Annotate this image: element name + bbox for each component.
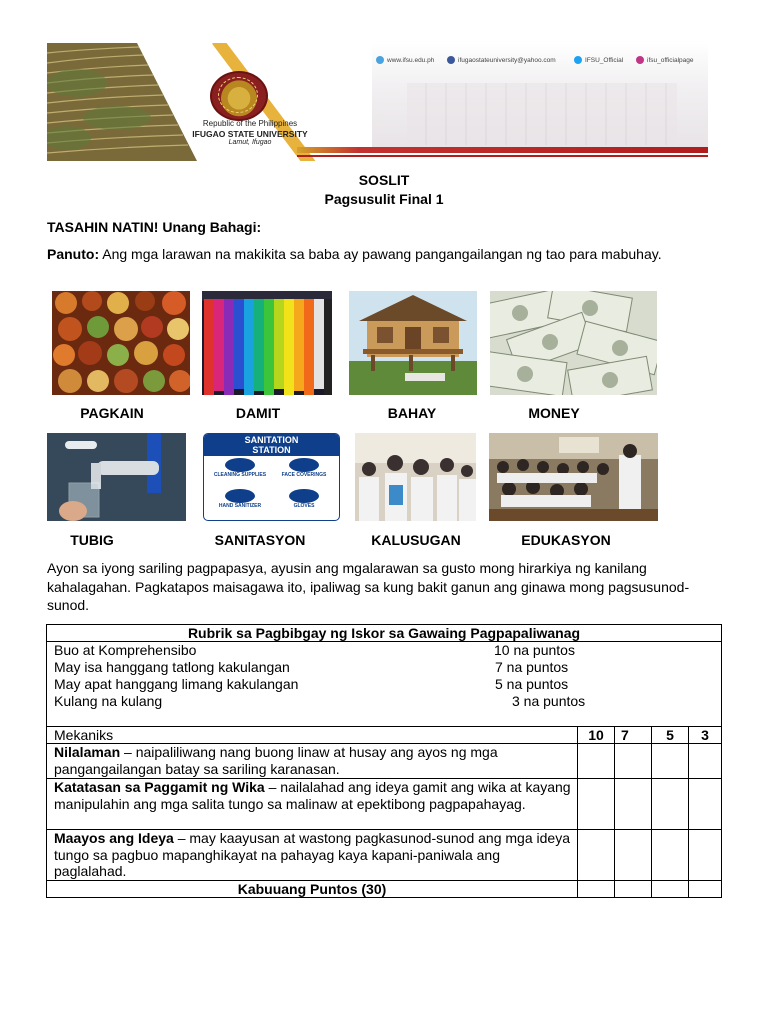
scale-desc-3: May apat hanggang limang kakulangan bbox=[54, 676, 299, 692]
clothes-image bbox=[202, 291, 332, 395]
sign-item-sanitizer: HAND SANITIZER bbox=[212, 489, 268, 509]
facebook-icon bbox=[447, 56, 455, 64]
sign-header bbox=[204, 434, 339, 456]
university-banner bbox=[47, 43, 708, 161]
social-facebook[interactable] bbox=[447, 56, 556, 64]
seal-ring bbox=[218, 77, 258, 113]
health-image bbox=[355, 433, 476, 521]
university-location: Lamut, Ifugao bbox=[228, 139, 272, 146]
scale-points-3: 5 na puntos bbox=[495, 676, 569, 692]
caption-kalusugan: KALUSUGAN bbox=[371, 532, 461, 548]
sign-item-face: FACE COVERINGS bbox=[276, 458, 332, 478]
mask-icon bbox=[289, 458, 319, 472]
rubric-title: Rubrik sa Pagbibgay ng Iskor sa Gawaing Pagpapaliwanag bbox=[187, 625, 581, 641]
criterion-maayos bbox=[54, 830, 574, 880]
instagram-icon bbox=[636, 56, 644, 64]
scale-points-4: 3 na puntos bbox=[512, 693, 586, 709]
caption-edukasyon: EDUKASYON bbox=[521, 532, 611, 548]
sign-item-cleaning: CLEANING SUPPLIES bbox=[212, 458, 268, 478]
total-label: Kabuuang Puntos (30) bbox=[237, 881, 387, 897]
score-header-10: 10 bbox=[588, 727, 604, 743]
caption-sanitasyon: SANITASYON bbox=[214, 532, 306, 548]
score-header-7: 7 bbox=[621, 727, 629, 743]
faucet-image bbox=[47, 433, 186, 521]
score-header-3: 3 bbox=[701, 727, 709, 743]
spray-icon bbox=[225, 458, 255, 472]
banner-red-band bbox=[297, 147, 708, 153]
score-header-5: 5 bbox=[666, 727, 674, 743]
criterion-name: Katatasan sa Paggamit ng Wika bbox=[54, 779, 265, 795]
instruction-paragraph: Ayon sa iyong sariling pagpapasya, ayusin ang mgalarawan sa gusto mong hirarkiya ng kanilang kahalagahan. Pagkatapos maisagawa ito, ipaliwag sa kung bakit ganun ang ginawa mong pagsusunod-sunod. bbox=[47, 560, 690, 613]
social-facebook-text: ifugaostateuniversity@yahoo.com bbox=[458, 56, 556, 64]
criterion-katatasan bbox=[54, 779, 574, 812]
sanitizer-icon bbox=[225, 489, 255, 503]
social-instagram-text: ifsu_officialpage bbox=[647, 56, 694, 64]
criterion-desc: – may kaayusan at wastong pagkasunod-sunod ang mga ideya tungo sa pagbuo mapanghikayat na pahayag kaya kapani-paniwala ang paglalahad. bbox=[54, 830, 570, 879]
rubric-table bbox=[46, 624, 722, 898]
page-subtitle: Pagsusulit Final 1 bbox=[324, 191, 444, 207]
social-twitter-text: IFSU_Official bbox=[585, 56, 624, 64]
caption-tubig: TUBIG bbox=[70, 532, 114, 548]
directions bbox=[47, 245, 687, 263]
sanitation-sign bbox=[203, 433, 340, 521]
caption-pagkain: PAGKAIN bbox=[80, 405, 144, 421]
criterion-nilalaman bbox=[54, 744, 574, 777]
sign-title1: SANITATION bbox=[244, 435, 299, 445]
food-image bbox=[52, 291, 190, 395]
twitter-icon bbox=[574, 56, 582, 64]
campus-building bbox=[407, 83, 677, 145]
social-website[interactable] bbox=[376, 56, 434, 64]
money-image bbox=[490, 291, 657, 395]
scale-points-1: 10 na puntos bbox=[494, 642, 575, 658]
criterion-desc: – nailalahad ang ideya gamit ang wika at kayang manipulahin ang mga salita tungo sa malinaw at epektibong pagpapahayag. bbox=[54, 779, 571, 812]
scale-points-2: 7 na puntos bbox=[495, 659, 569, 675]
mechanics-label: Mekaniks bbox=[54, 727, 114, 743]
sign-item-gloves: GLOVES bbox=[276, 489, 332, 509]
globe-icon bbox=[376, 56, 384, 64]
criterion-name: Maayos ang Ideya bbox=[54, 830, 174, 846]
house-image bbox=[349, 291, 477, 395]
social-twitter[interactable] bbox=[574, 56, 623, 64]
university-name: IFUGAO STATE UNIVERSITY bbox=[192, 129, 308, 139]
social-instagram[interactable] bbox=[636, 56, 694, 64]
criterion-desc: – naipaliliwang nang buong linaw at husay ang ayos ng mga pangangailangan batay sa sariling karanasan. bbox=[54, 744, 498, 777]
criterion-name: Nilalaman bbox=[54, 744, 121, 760]
directions-text: Ang mga larawan na makikita sa baba ay pawang pangangailangan ng tao para mabuhay. bbox=[102, 246, 662, 262]
caption-bahay: BAHAY bbox=[387, 405, 437, 421]
scale-desc-2: May isa hanggang tatlong kakulangan bbox=[54, 659, 290, 675]
section-heading: TASAHIN NATIN! Unang Bahagi: bbox=[47, 219, 262, 235]
republic-label: Republic of the Philippines bbox=[202, 119, 298, 128]
directions-label: Panuto: bbox=[47, 246, 100, 262]
sign-title2: STATION bbox=[252, 445, 291, 455]
gloves-icon bbox=[289, 489, 319, 503]
classroom-image bbox=[489, 433, 658, 521]
social-website-text: www.ifsu.edu.ph bbox=[387, 56, 435, 64]
caption-damit: DAMIT bbox=[235, 405, 281, 421]
caption-money: MONEY bbox=[528, 405, 580, 421]
banner-red-line bbox=[297, 155, 708, 157]
page-title: SOSLIT bbox=[358, 172, 410, 188]
scale-desc-4: Kulang na kulang bbox=[54, 693, 163, 709]
scale-desc-1: Buo at Komprehensibo bbox=[54, 642, 197, 658]
